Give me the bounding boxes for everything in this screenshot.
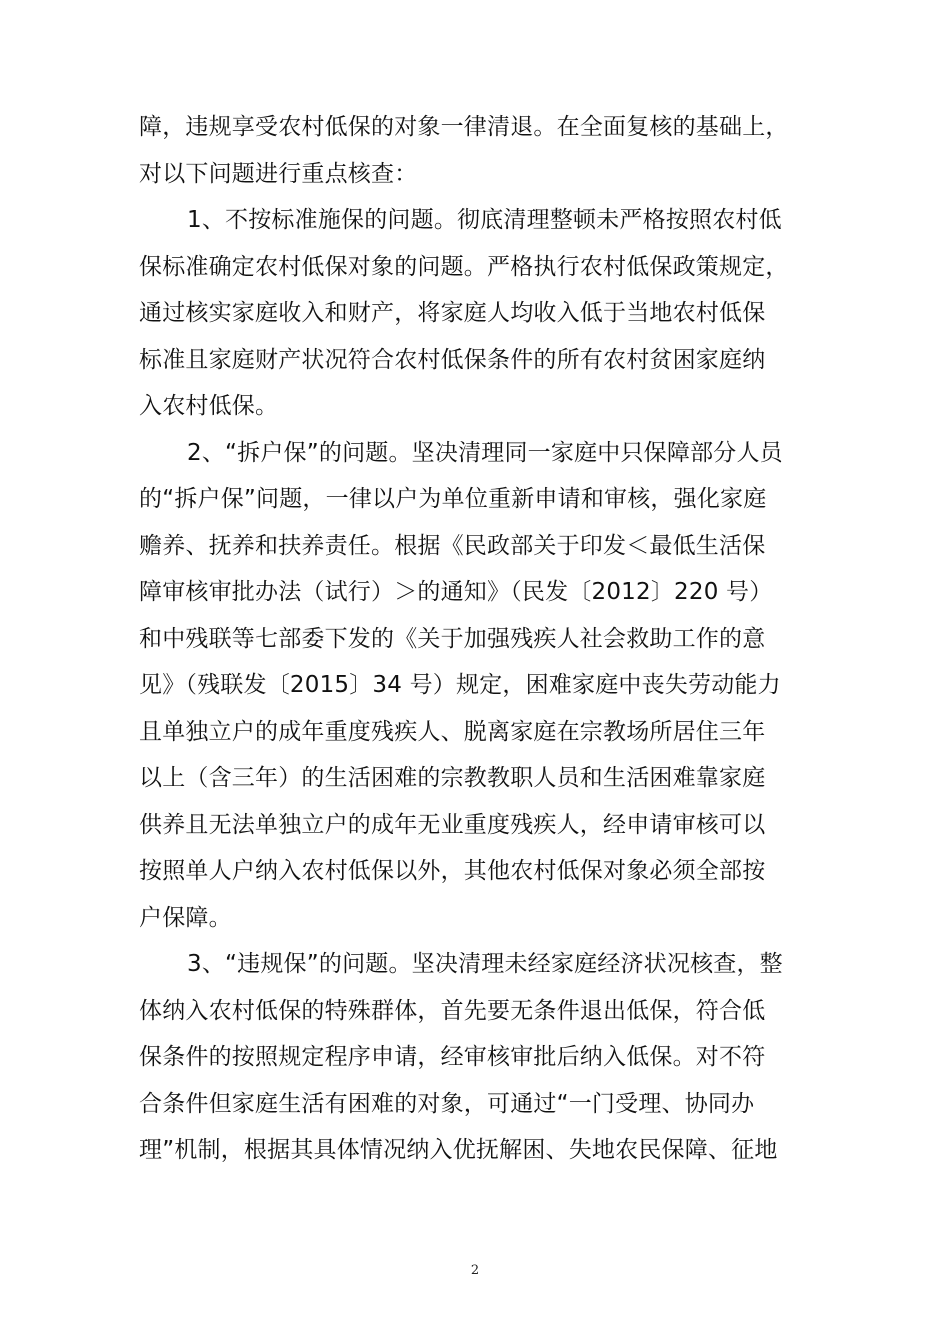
- paragraph-2-start: 2、“拆户保”的问题。坚决清理同一家庭中只保障部分人员: [187, 439, 783, 466]
- text-line: 障，违规享受农村低保的对象一律清退。在全面复核的基础上，: [139, 114, 789, 140]
- page-number: 2: [470, 1263, 480, 1278]
- text-line: 对以下问题进行重点核查：: [139, 160, 418, 187]
- text-line: 保标准确定农村低保对象的问题。严格执行农村低保政策规定，: [139, 253, 789, 280]
- text-line: 的“拆户保”问题，一律以户为单位重新申请和审核，强化家庭: [139, 486, 767, 512]
- text-line: 供养且无法单独立户的成年无业重度残疾人，经申请审核可以: [139, 811, 766, 838]
- text-line: 通过核实家庭收入和财产，将家庭人均收入低于当地农村低保: [139, 300, 766, 326]
- text-line: 保条件的按照规定程序申请，经审核审批后纳入低保。对不符: [139, 1044, 766, 1070]
- text-line: 以上（含三年）的生活困难的宗教教职人员和生活困难靠家庭: [139, 765, 766, 791]
- text-line: 见》（残联发〔2015〕34 号）规定，困难家庭中丧失劳动能力: [139, 672, 781, 698]
- text-line: 障审核审批办法（试行）＞的通知》（民发〔2012〕220 号）: [139, 579, 773, 605]
- text-line: 标准且家庭财产状况符合农村低保条件的所有农村贫困家庭纳: [139, 346, 766, 373]
- text-line: 理”机制，根据其具体情况纳入优抚解困、失地农民保障、征地: [139, 1137, 778, 1163]
- text-line: 户保障。: [139, 904, 232, 931]
- text-line: 按照单人户纳入农村低保以外，其他农村低保对象必须全部按: [139, 858, 766, 884]
- body-text: [139, 104, 819, 1174]
- text-line: 且单独立户的成年重度残疾人、脱离家庭在宗教场所居住三年: [139, 718, 766, 745]
- text-line: 和中残联等七部委下发的《关于加强残疾人社会救助工作的意: [139, 625, 766, 652]
- text-line: 入农村低保。: [139, 393, 279, 419]
- paragraph-1-start: 1、不按标准施保的问题。彻底清理整顿未严格按照农村低: [187, 207, 782, 233]
- text-line: 赡养、抚养和扶养责任。根据《民政部关于印发＜最低生活保: [139, 532, 766, 559]
- paragraph-3-start: 3、“违规保”的问题。坚决清理未经家庭经济状况核查，整: [187, 951, 783, 977]
- text-line: 体纳入农村低保的特殊群体，首先要无条件退出低保，符合低: [139, 997, 766, 1024]
- text-line: 合条件但家庭生活有困难的对象，可通过“一门受理、协同办: [139, 1090, 755, 1117]
